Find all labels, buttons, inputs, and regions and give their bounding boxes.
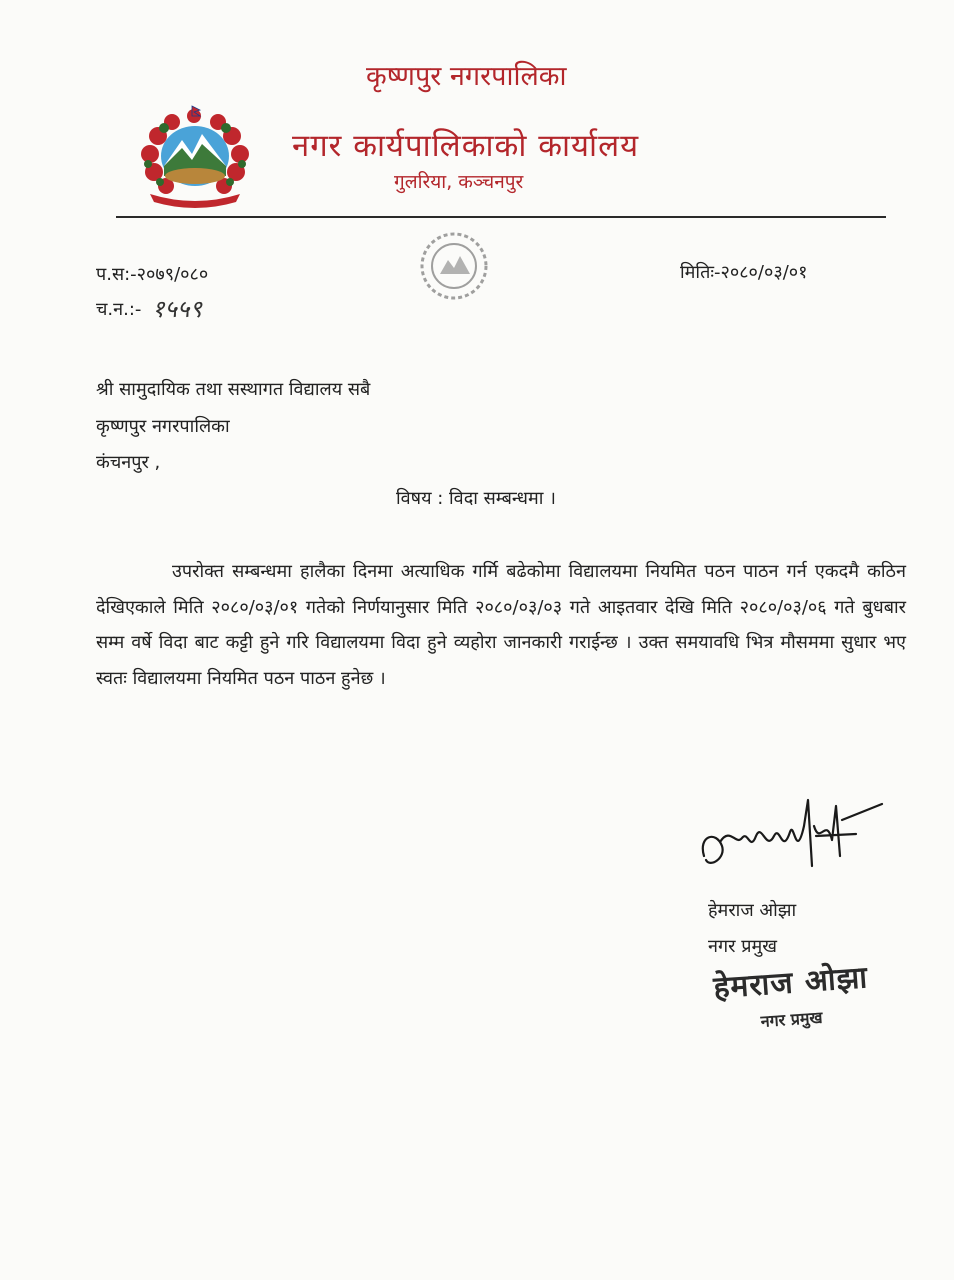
dispatch-number-handwritten: १५५९ (152, 295, 202, 323)
addressee-line: कृष्णपुर नगरपालिका (96, 416, 230, 437)
letter-subject: विषय : विदा सम्बन्धमा । (396, 488, 556, 509)
signatory-title: नगर प्रमुख (708, 936, 777, 957)
dispatch-number-label: च.न.:- (96, 299, 142, 320)
letter-date: मितिः-२०८०/०३/०१ (680, 262, 808, 283)
letter-body: उपरोक्त सम्बन्धमा हालैका दिनमा अत्याधिक गर्मि बढेकोमा विद्यालयमा नियमित पठन पाठन गर्न एकदमै कठिन देखिएकाले मिति २०८०/०३/०१ गतेको निर्णयानुसार मिति २०८०/०३/०३ गते आइतवार देखि मिति २०८०/०३/०६ गते बुधबार सम्म वर्षे विदा बाट कट्टी हुने गरि विद्यालयमा विदा हुने व्यहोरा जानकारी गराईन्छ । उक्त समयावधि भित्र मौसममा सुधार भए स्वतः विद्यालयमा नियमित पठन पाठन हुनेछ । (96, 561, 906, 689)
name-stamp: हेमराज ओझा (712, 960, 870, 1006)
signatory-name: हेमराज ओझा (708, 900, 797, 921)
handwritten-signature-icon (696, 796, 886, 886)
reference-number: प.स:-२०७९/०८० (96, 264, 209, 285)
nepal-emblem-icon (136, 104, 254, 208)
addressee-line: कंचनपुर , (96, 452, 161, 473)
name-stamp-title: नगर प्रमुख (760, 1007, 824, 1031)
addressee-line: श्री सामुदायिक तथा सस्थागत विद्यालय सबै (96, 379, 371, 400)
municipality-name: कृष्णपुर नगरपालिका (366, 61, 567, 92)
office-stamp-icon (404, 222, 564, 370)
office-address: गुलरिया, कञ्चनपुर (394, 171, 524, 193)
office-name: नगर कार्यपालिकाको कार्यालय (292, 128, 640, 164)
header-divider (116, 216, 886, 218)
